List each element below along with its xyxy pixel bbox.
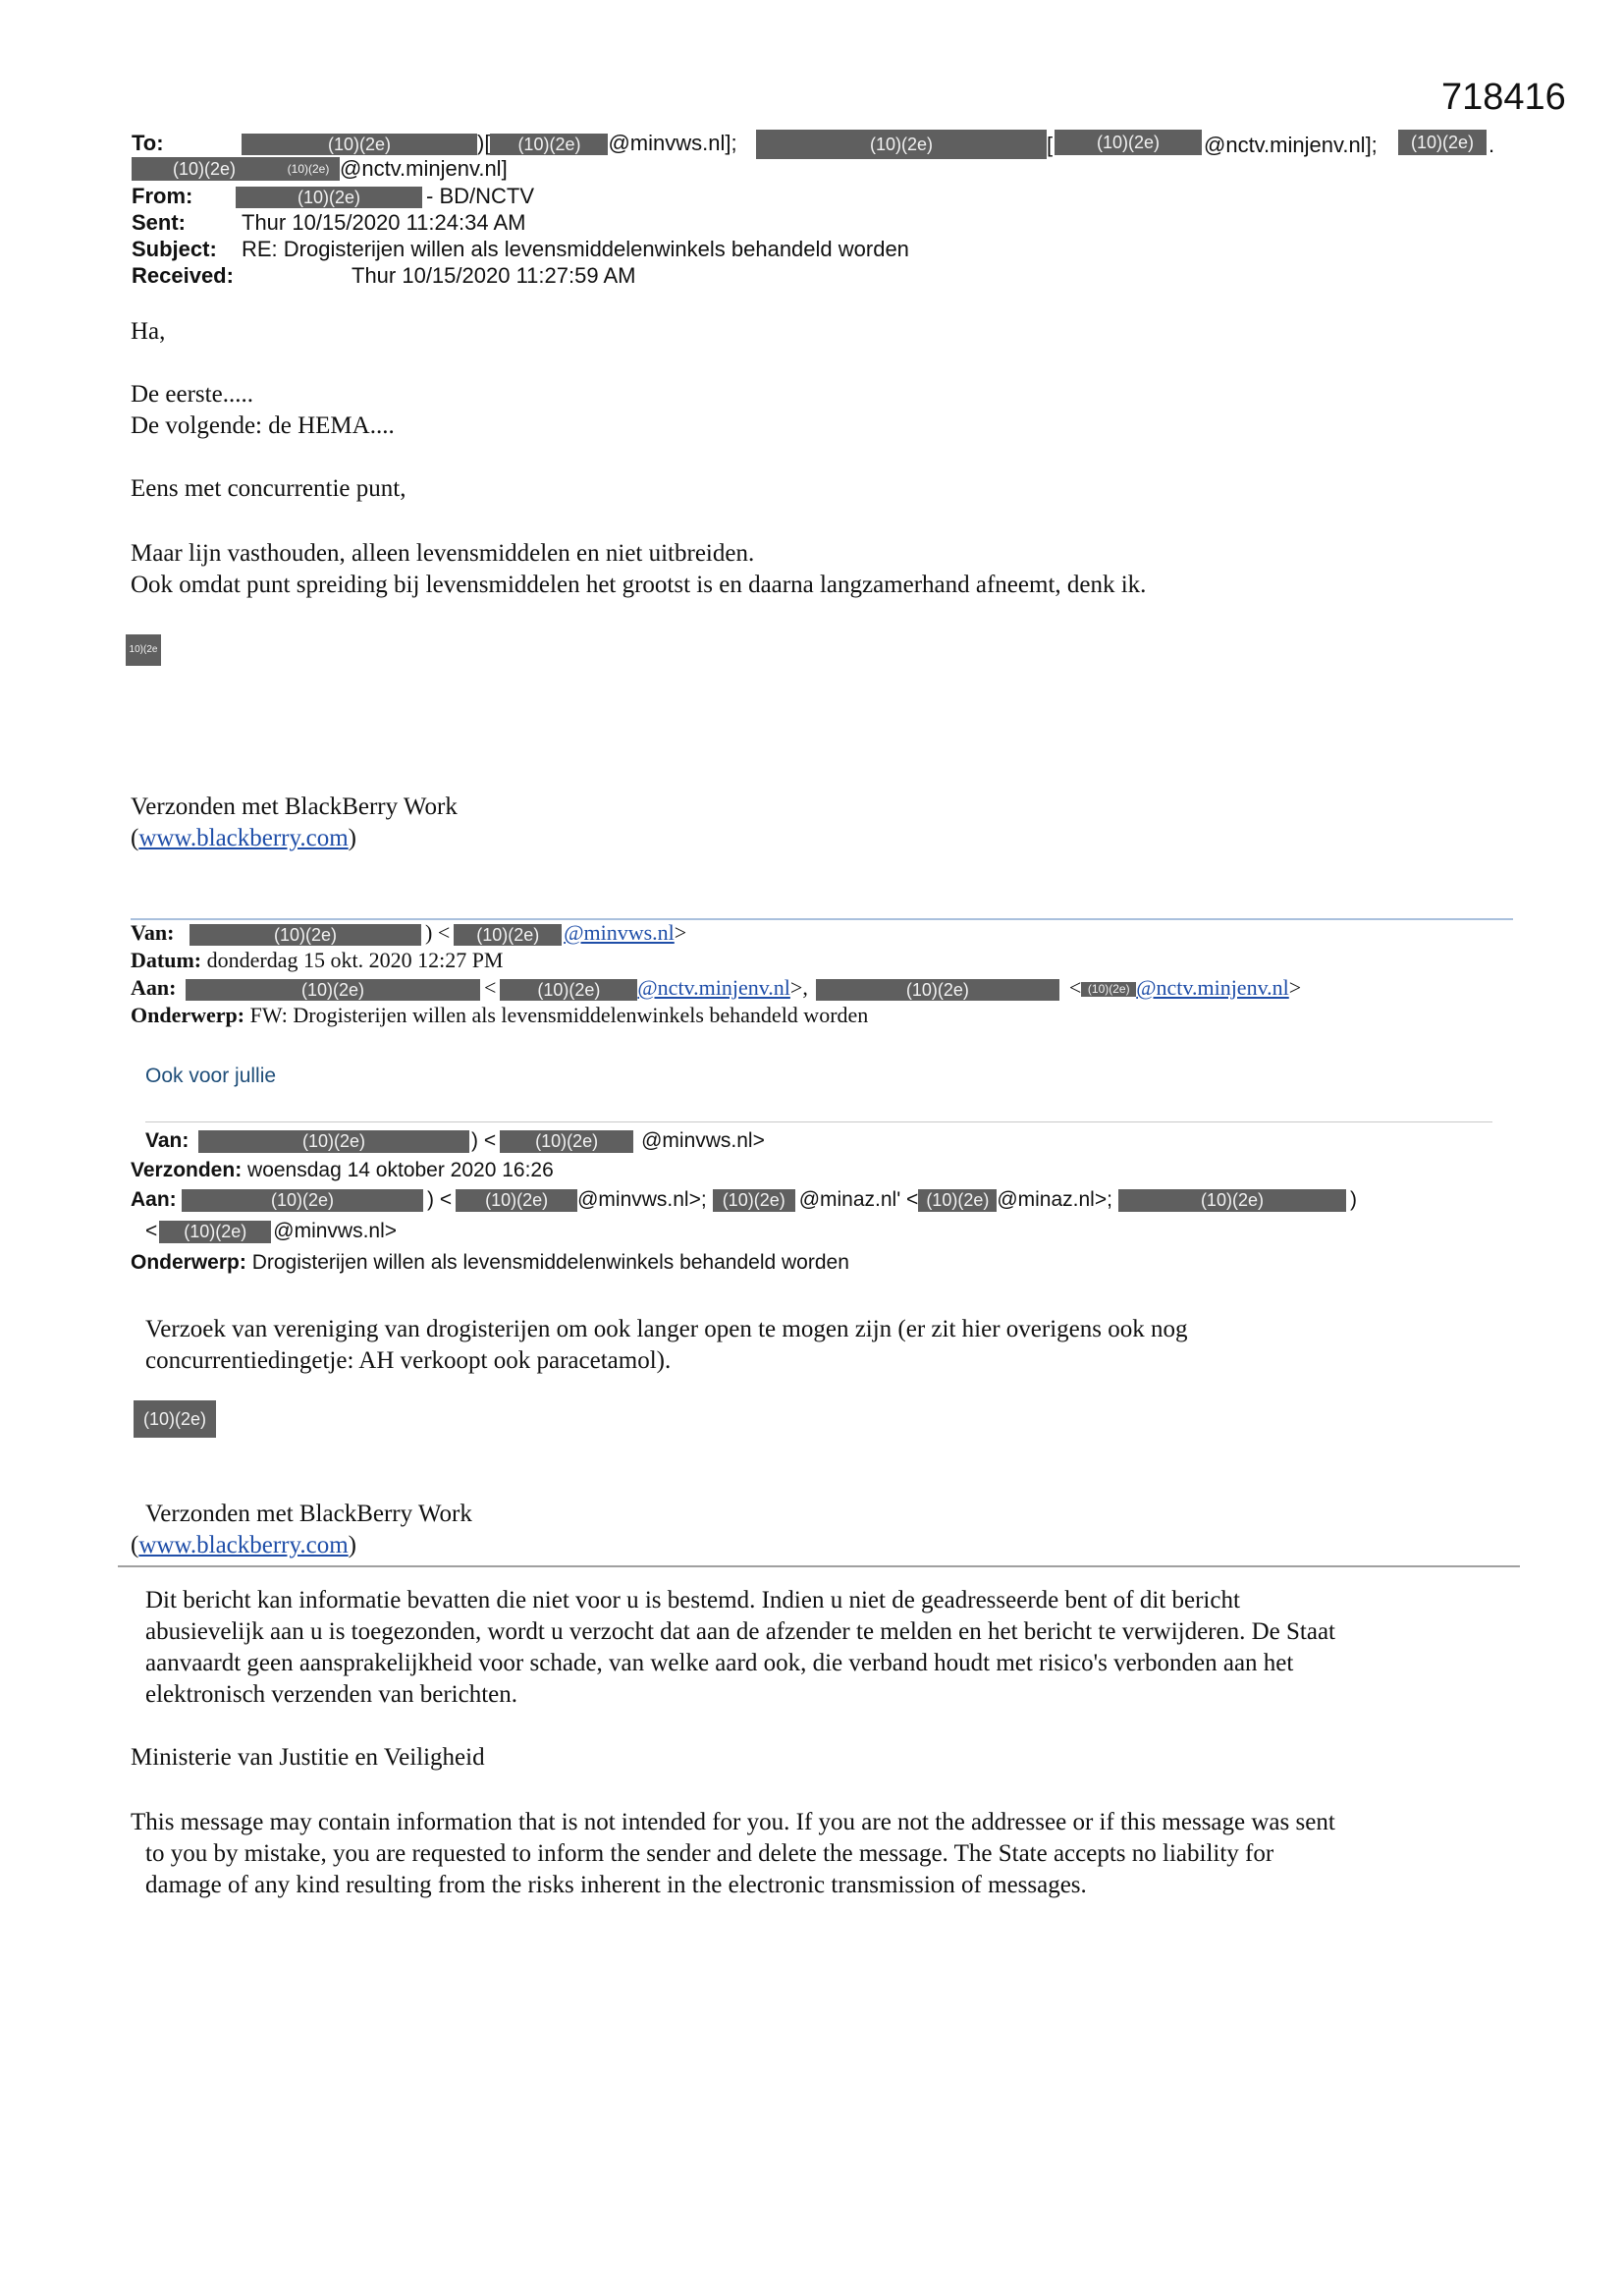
onderwerp-value: FW: Drogisterijen willen als levensmiddelenwinkels behandeld worden [249, 1003, 869, 1027]
received-label: Received: [132, 263, 234, 288]
redaction-box: (10)(2e) [816, 979, 1059, 1002]
aan-text: < [1068, 975, 1082, 1000]
redaction-box: (10)(2e) [756, 130, 1047, 159]
van-line [145, 1127, 765, 1154]
verzonden-value: woensdag 14 oktober 2020 16:26 [247, 1159, 554, 1181]
redaction-box: (10)(2e) [1118, 1189, 1346, 1212]
forward-note: Ook voor jullie [145, 1065, 277, 1087]
van-label: Van: [145, 1129, 189, 1152]
redaction-box: (10)(2e) [198, 1130, 469, 1153]
divider [145, 1121, 1492, 1122]
aan-label: Aan: [131, 975, 177, 1000]
aan-text: > [1288, 975, 1302, 1000]
redaction-box: (10)(2e) [454, 924, 562, 947]
redaction-box: (10)(2e) [713, 1189, 795, 1212]
van-line [131, 919, 686, 946]
aan-line [131, 1186, 1357, 1213]
redaction-box: 10)(2e [126, 634, 161, 666]
signature-link-line [131, 823, 356, 854]
disclaimer-line: damage of any kind resulting from the risks inherent in the electronic transmission of messages. [145, 1872, 1087, 1898]
aan-line [131, 974, 1301, 1001]
from-label: From: [132, 184, 193, 208]
redaction-box: (10)(2e) [918, 1189, 997, 1212]
paren: ( [131, 825, 139, 851]
to-domain: @nctv.minjenv.nl]; [1204, 133, 1378, 157]
email-link[interactable]: @minvws.nl [564, 920, 675, 945]
body-line: Eens met concurrentie punt, [131, 475, 406, 502]
blackberry-link[interactable]: www.blackberry.com [138, 1532, 349, 1558]
van-label: Van: [131, 920, 175, 945]
aan-text: @minaz.nl' < [798, 1188, 919, 1211]
paren: ( [131, 1532, 139, 1558]
redaction-box: (10)(2e) [236, 187, 422, 209]
email-link[interactable]: @nctv.minjenv.nl [637, 975, 790, 1000]
redaction-box: (10)(2e) [189, 924, 421, 947]
van-domain: @minvws.nl> [641, 1129, 765, 1152]
onderwerp-label: Onderwerp: [131, 1251, 246, 1274]
body-line: De eerste..... [131, 381, 253, 408]
redaction-box: (10)(2e) [500, 1130, 633, 1153]
aan-line-2 [145, 1218, 397, 1244]
document-number: 718416 [1441, 77, 1566, 118]
onderwerp-label: Onderwerp: [131, 1003, 245, 1027]
to-text: )[ [477, 131, 491, 155]
redaction-box: (10)(2e) [500, 979, 637, 1002]
onderwerp-line [131, 1002, 868, 1028]
aan-text: ) [1349, 1188, 1357, 1211]
van-text: > [674, 920, 687, 945]
greeting: Ha, [131, 318, 166, 345]
aan-text: < [145, 1220, 158, 1242]
sent-value: Thur 10/15/2020 11:24:34 AM [242, 210, 526, 235]
blackberry-link[interactable]: www.blackberry.com [138, 825, 349, 851]
to-line-1 [132, 130, 737, 156]
email-link[interactable]: @nctv.minjenv.nl [1136, 975, 1289, 1000]
subject-value: RE: Drogisterijen willen als levensmiddelenwinkels behandeld worden [242, 237, 909, 261]
redaction-box: (10)(2e) [134, 1400, 216, 1438]
datum-label: Datum: [131, 948, 202, 972]
datum-line [131, 947, 504, 973]
to-label: To: [132, 131, 164, 155]
paren: ) [348, 825, 356, 851]
redaction-box: (10)(2e) [490, 134, 608, 156]
ministry-name: Ministerie van Justitie en Veiligheid [131, 1744, 485, 1771]
verzonden-line [131, 1157, 554, 1183]
redaction-box: (10)(2e) [159, 1221, 271, 1243]
signature-line: Verzonden met BlackBerry Work [145, 1501, 472, 1527]
from-line [132, 183, 534, 209]
disclaimer-line: Dit bericht kan informatie bevatten die niet voor u is bestemd. Indien u niet de geadresseerde bent of dit bericht [145, 1587, 1240, 1613]
sent-line [132, 209, 525, 236]
redaction-box: (10)(2e) [277, 157, 340, 181]
verzonden-label: Verzonden: [131, 1159, 243, 1181]
disclaimer-line: aanvaardt geen aansprakelijkheid voor schade, van welke aard ook, die verband houdt met risico's verbonden aan het [145, 1650, 1294, 1676]
aan-label: Aan: [131, 1188, 177, 1211]
redaction-box: (10)(2e) [1081, 982, 1136, 997]
disclaimer-line: elektronisch verzenden van berichten. [145, 1681, 517, 1708]
body-line: Maar lijn vasthouden, alleen levensmiddelen en niet uitbreiden. [131, 540, 755, 567]
from-value: - BD/NCTV [426, 184, 534, 208]
body-line: De volgende: de HEMA.... [131, 412, 395, 439]
redaction-box: (10)(2e) [182, 1189, 423, 1212]
signature-line: Verzonden met BlackBerry Work [131, 793, 458, 820]
to-domain: @minvws.nl]; [608, 131, 737, 155]
aan-domain: @minvws.nl> [273, 1220, 398, 1242]
disclaimer-line: This message may contain information that is not intended for you. If you are not the addressee or if this message was sent [131, 1809, 1335, 1835]
sent-label: Sent: [132, 210, 186, 235]
body-line: Ook omdat punt spreiding bij levensmiddelen het grootst is en daarna langzamerhand afneemt, denk ik. [131, 572, 1147, 598]
aan-text: @minaz.nl>; [997, 1188, 1112, 1211]
redaction-box: (10)(2e) [1055, 130, 1202, 155]
disclaimer-line: abusievelijk aan u is toegezonden, wordt u verzocht dat aan de afzender te melden en het bericht te verwijderen. De Staat [145, 1618, 1335, 1645]
subject-label: Subject: [132, 237, 217, 261]
redaction-box: (10)(2e) [456, 1189, 577, 1212]
onderwerp-value: Drogisterijen willen als levensmiddelenwinkels behandeld worden [251, 1251, 849, 1274]
aan-text: >, [789, 975, 808, 1000]
received-value: Thur 10/15/2020 11:27:59 AM [352, 263, 636, 288]
subject-line [132, 236, 909, 262]
van-text: ) < [425, 920, 451, 945]
aan-text: @minvws.nl>; [577, 1188, 707, 1211]
to-text: . [1489, 133, 1495, 157]
to-text: [ [1047, 133, 1054, 157]
redaction-box: (10)(2e) [242, 134, 477, 156]
redaction-box: (10)(2e) [1398, 130, 1487, 155]
van-text: ) < [471, 1129, 497, 1152]
body-line: Verzoek van vereniging van drogisterijen om ook langer open te mogen zijn (er zit hier overigens ook nog [145, 1316, 1188, 1342]
paren: ) [348, 1532, 356, 1558]
onderwerp-line [131, 1249, 849, 1276]
body-line: concurrentiedingetje: AH verkoopt ook paracetamol). [145, 1347, 672, 1374]
disclaimer-line: to you by mistake, you are requested to inform the sender and delete the message. The State accepts no liability for [145, 1840, 1274, 1867]
redaction-box: (10)(2e) [186, 979, 480, 1002]
to-domain: @nctv.minjenv.nl] [340, 156, 508, 181]
datum-value: donderdag 15 okt. 2020 12:27 PM [206, 948, 504, 972]
divider [118, 1565, 1520, 1567]
aan-text: ) < [427, 1188, 453, 1211]
redaction-box: (10)(2e) [132, 157, 277, 181]
received-line [132, 262, 635, 289]
aan-text: < [484, 975, 497, 1000]
signature-link-line [131, 1530, 356, 1561]
